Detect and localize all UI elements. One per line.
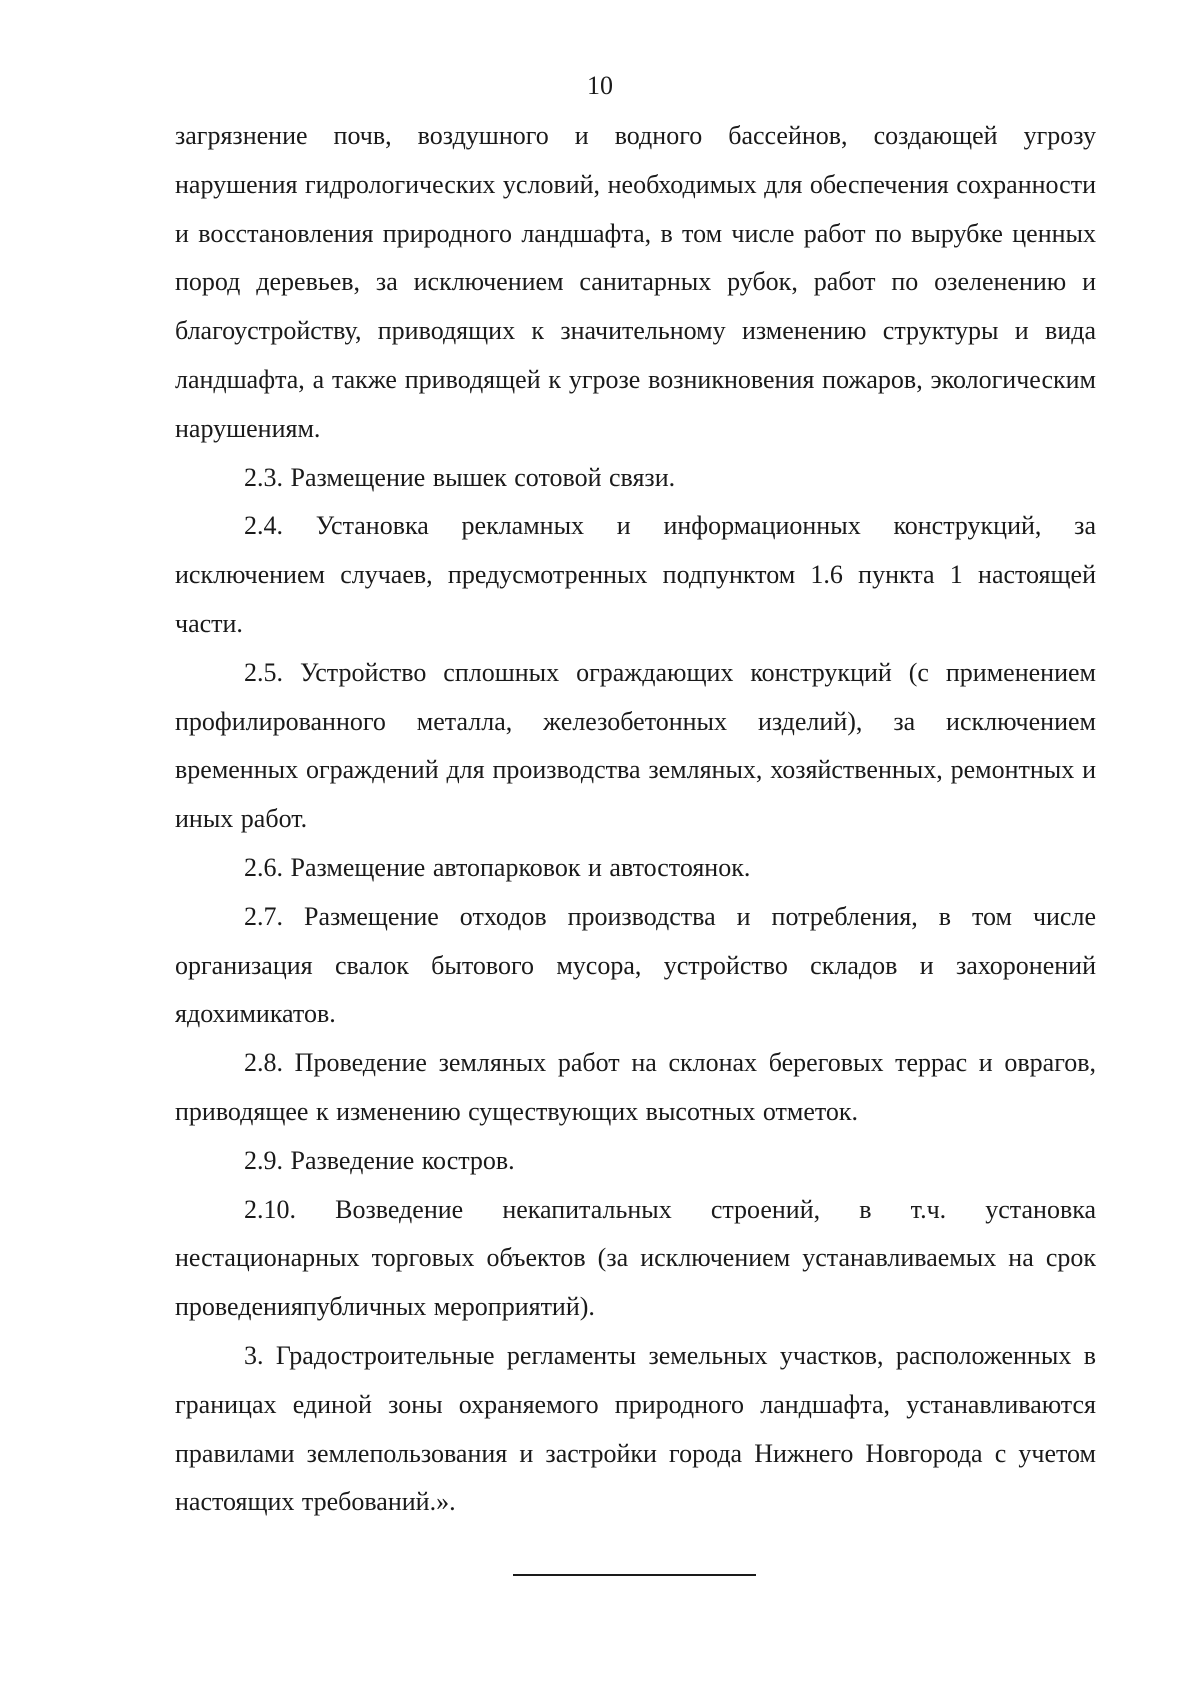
paragraph-item-2-3: 2.3. Размещение вышек сотовой связи. [244, 462, 676, 492]
end-of-document-rule [513, 1574, 756, 1576]
paragraph-item-2-8: 2.8. Проведение земляных работ на склонах береговых террас и оврагов, приводящее к изменению существующих высотных отметок. [175, 1048, 1096, 1126]
paragraph-item-2-5: 2.5. Устройство сплошных ограждающих конструкций (с применением профилированного металла, железобетонных изделий), за исключением временных ограждений для производства земляных, хозяйственных, ремонтных и иных работ. [175, 657, 1096, 834]
paragraph-item-2-6: 2.6. Размещение автопарковок и автостоянок. [244, 852, 751, 882]
paragraph-intro-continuation: загрязнение почв, воздушного и водного бассейнов, создающей угрозу нарушения гидрологических условий, необходимых для обеспечения сохранности и восстановления природного ландшафта, в том числе работ по вырубке ценных пород деревьев, за исключением санитарных рубок, работ по озеленению и благоустройству, приводящих к значительному изменению структуры и вида ландшафта, а также приводящей к угрозе возникновения пожаров, экологическим нарушениям. [175, 121, 1096, 443]
paragraph-item-2-9: 2.9. Разведение костров. [244, 1145, 515, 1175]
document-body [175, 112, 1096, 1527]
page-number: 10 [587, 71, 613, 100]
paragraph-item-2-4: 2.4. Установка рекламных и информационных конструкций, за исключением случаев, предусмотренных подпунктом 1.6 пункта 1 настоящей части. [175, 511, 1096, 638]
paragraph-item-2-10: 2.10. Возведение некапитальных строений, в т.ч. установка нестационарных торговых объектов (за исключением устанавливаемых на срок проведенияпубличных мероприятий). [175, 1194, 1096, 1322]
paragraph-item-3: 3. Градостроительные регламенты земельных участков, расположенных в границах единой зоны охраняемого природного ландшафта, устанавливаются правилами землепользования и застройки города Нижнего Новгорода с учетом настоящих требований.». [175, 1340, 1096, 1517]
paragraph-item-2-7: 2.7. Размещение отходов производства и потребления, в том числе организация свалок бытового мусора, устройство складов и захоронений ядохимикатов. [175, 901, 1096, 1029]
